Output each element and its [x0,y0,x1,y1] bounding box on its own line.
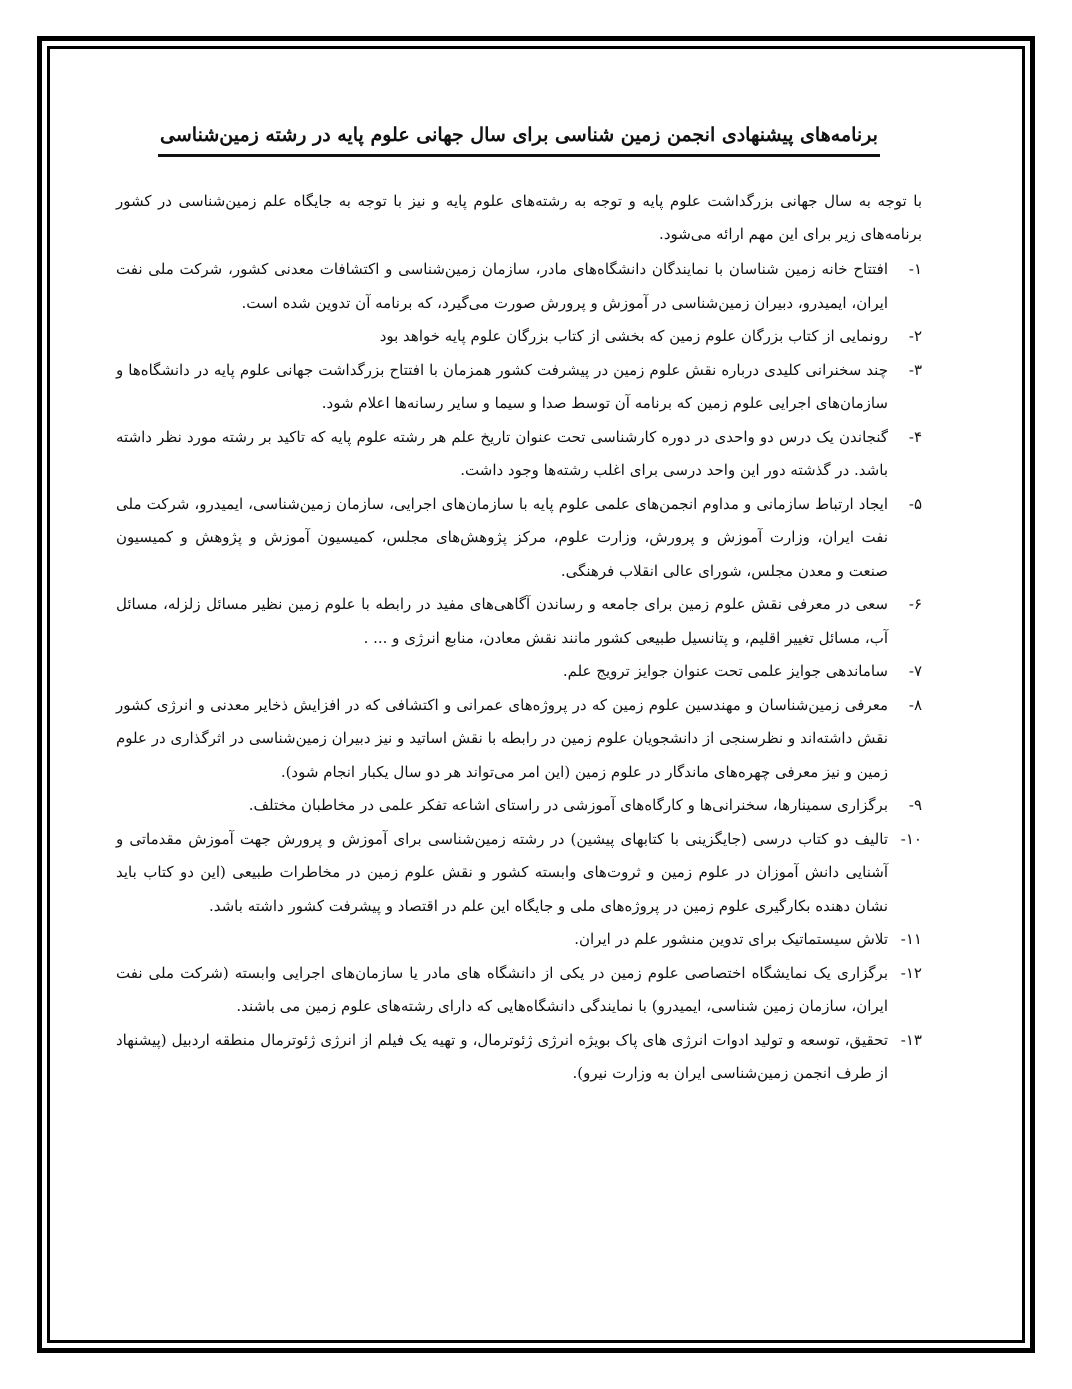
item-number: ۱- [908,260,922,278]
item-text: تحقیق، توسعه و تولید ادوات انرژی های پاک بویژه انرژی ژئوترمال، و تهیه یک فیلم از انرژی ژئوترمال منطقه اردبیل (پیشنهاد از طرف انجمن زمین‌شناسی ایران به وزارت نیرو). [116,1030,888,1082]
item-number: ۹- [908,796,922,814]
item-number: ۶- [908,595,922,613]
list-item [116,320,922,354]
item-text: رونمایی از کتاب بزرگان علوم زمین که بخشی از کتاب بزرگان علوم پایه خواهد بود [379,327,888,345]
item-text: ایجاد ارتباط سازمانی و مداوم انجمن‌های علمی علوم پایه با سازمان‌های اجرایی، سازمان زمین‌شناسی، ایمیدرو، شرکت ملی نفت ایران، وزارت آموزش و پرورش، وزارت علوم، مرکز پژوهش‌های مجلس، کمیسیون آموزش و پژوهش و کمیسیون صنعت و معدن مجلس، شورای عالی انقلاب فرهنگی. [116,494,888,580]
item-text: سعی در معرفی نقش علوم زمین برای جامعه و رساندن آگاهی‌های مفید در رابطه با علوم زمین نظیر مسائل زلزله، مسائل آب، مسائل تغییر اقلیم، و پتانسیل طبیعی کشور مانند نقش معادن، منابع انرژی و ... . [116,595,888,647]
list-item [116,588,922,655]
item-text: گنجاندن یک درس دو واحدی در دوره کارشناسی تحت عنوان تاریخ علم هر رشته علوم پایه که تاکید بر رشته مورد نظر داشته باشد. در گذشته دور این واحد درسی برای اغلب رشته‌ها وجود داشت. [116,427,888,479]
list-item [116,253,922,320]
item-number: ۱۳- [900,1030,922,1049]
program-list [116,253,922,1091]
document-title: برنامه‌های پیشنهادی انجمن زمین شناسی برای سال جهانی علوم پایه در رشته زمین‌شناسی [158,118,880,157]
item-text: تلاش سیستماتیک برای تدوین منشور علم در ایران. [574,930,888,948]
item-number: ۱۱- [900,930,922,948]
list-item [116,488,922,589]
item-text: ساماندهی جوایز علمی تحت عنوان جوایز ترویج علم. [562,662,888,680]
title-container [116,118,922,157]
item-number: ۱۲- [900,963,922,982]
list-item [116,789,922,823]
item-number: ۷- [908,662,922,680]
item-text: چند سخنرانی کلیدی درباره نقش علوم زمین در پیشرفت کشور همزمان با افتتاح بزرگداشت جهانی علوم پایه در دانشگاه‌ها و سازمان‌های اجرایی علوم زمین که برنامه آن توسط صدا و سیما و سایر رسانه‌ها اعلام شود. [116,360,888,412]
list-item [116,689,922,790]
list-item [116,354,922,421]
item-text: افتتاح خانه زمین شناسان با نمایندگان دانشگاه‌های مادر، سازمان زمین‌شناسی و اکتشافات معدنی کشور، شرکت ملی نفت ایران، ایمیدرو، دبیران زمین‌شناسی در آموزش و پرورش صورت می‌گیرد، که برنامه آن تدوین شده است. [116,260,888,312]
list-item [116,957,922,1024]
item-number: ۳- [908,360,922,379]
list-item [116,923,922,957]
item-number: ۲- [908,327,922,345]
intro-paragraph: با توجه به سال جهانی بزرگداشت علوم پایه و توجه به رشته‌های علوم پایه و نیز با توجه به جایگاه علم زمین‌شناسی در کشور برنامه‌های زیر برای این مهم ارائه می‌شود. [116,192,922,243]
document-body [116,118,922,1091]
item-number: ۴- [908,427,922,446]
item-text: برگزاری سمینارها، سخنرانی‌ها و کارگاه‌های آموزشی در راستای اشاعه تفکر علمی در مخاطبان مختلف. [248,796,888,814]
list-item [116,421,922,488]
item-text: تالیف دو کتاب درسی (جایگزینی با کتابهای پیشین) در رشته زمین‌شناسی برای آموزش و پرورش جهت آموزش مقدماتی و آشنایی دانش آموزان در علوم زمین و ثروت‌های وابسته کشور و نقش علوم زمین در مخاطرات طبیعی (این دو کتاب باید نشان دهنده بکارگیری علوم زمین در پروژه‌های ملی و جایگاه این علم در اقتصاد و پیشرفت کشور داشته باشد. [116,829,888,915]
list-item [116,655,922,689]
item-number: ۸- [908,695,922,714]
item-number: ۱۰- [900,829,922,848]
item-text: معرفی زمین‌شناسان و مهندسین علوم زمین که در پروژه‌های عمرانی و اکتشافی که در افزایش ذخایر معدنی و انرژی کشور نقش داشته‌اند و نظرسنجی از دانشجویان علوم زمین در رابطه با نقش اساتید و نیز دبیران زمین‌شناسی در اثرگذاری در علوم زمین و نیز معرفی چهره‌های ماندگار در علوم زمین (این امر می‌تواند هر دو سال یکبار انجام شود). [116,695,888,781]
item-text: برگزاری یک نمایشگاه اختصاصی علوم زمین در یکی از دانشگاه های مادر یا سازمان‌های اجرایی وابسته (شرکت ملی نفت ایران، سازمان زمین شناسی، ایمیدرو) با نمایندگی دانشگاه‌هایی که دارای رشته‌های علوم زمین می باشند. [116,963,888,1015]
list-item [116,1024,922,1091]
item-number: ۵- [908,494,922,513]
list-item [116,823,922,924]
